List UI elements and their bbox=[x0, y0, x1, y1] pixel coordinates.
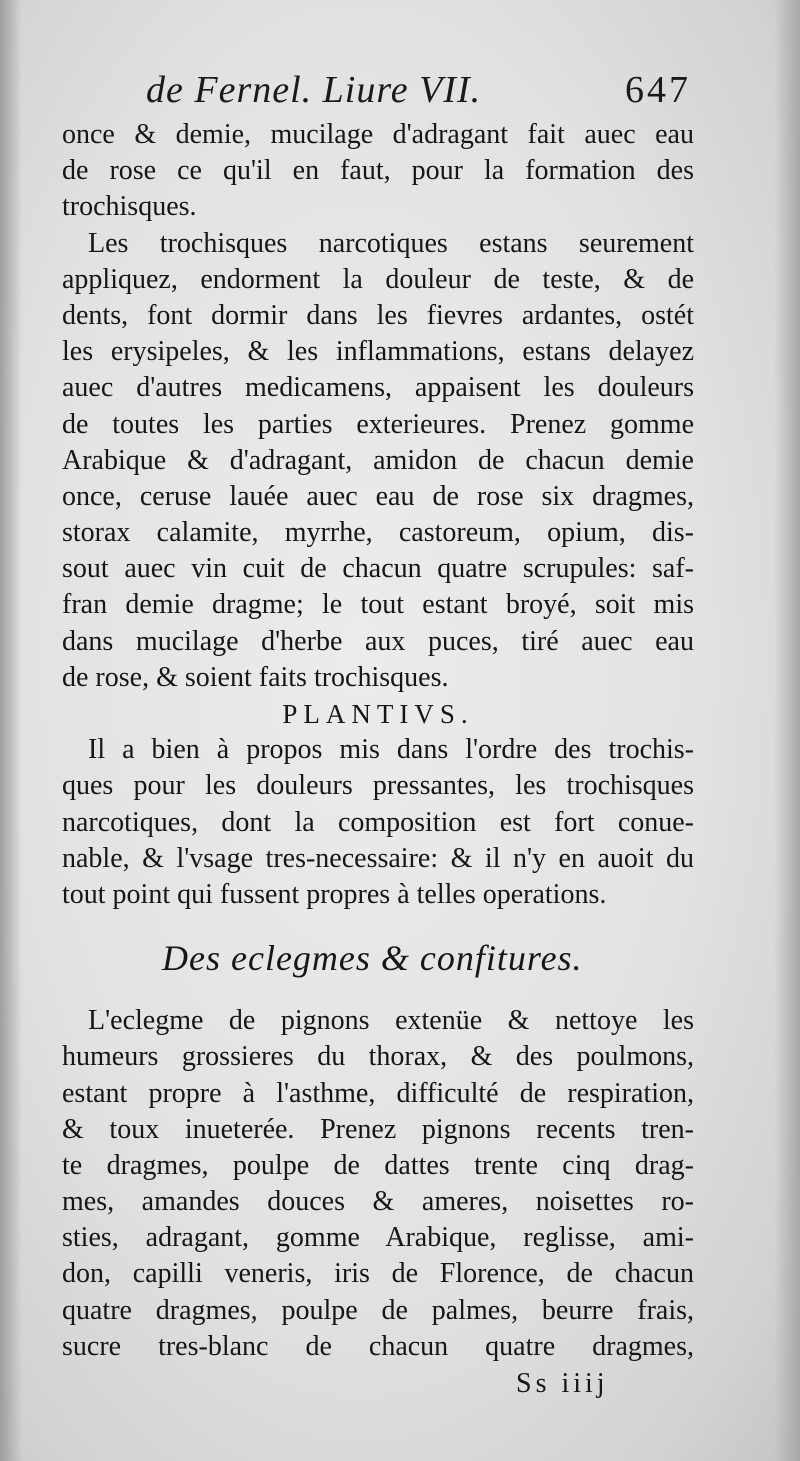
spacer bbox=[62, 913, 694, 929]
text-line: sties, adragant, gomme Arabique, reglisse, ami- bbox=[62, 1222, 694, 1254]
text-line: storax calamite, myrrhe, castoreum, opium, dis- bbox=[62, 517, 694, 549]
text-line: dans mucilage d'herbe aux puces, tiré auec eau bbox=[62, 625, 694, 657]
text-line: once & demie, mucilage d'adragant fait auec eau bbox=[62, 119, 694, 150]
text-line: quatre dragmes, poulpe de palmes, beurre frais, bbox=[62, 1294, 694, 1326]
text-line: Les trochisques narcotiques estans seurement bbox=[88, 227, 694, 259]
text-line: sucre tres-blanc de chacun quatre dragmes, bbox=[62, 1330, 694, 1362]
signature-mark: Ss iiij bbox=[516, 1368, 609, 1399]
text-line: de rose ce qu'il en faut, pour la formation des bbox=[62, 155, 694, 187]
text-line: ques pour les douleurs pressantes, les trochisques bbox=[62, 770, 694, 802]
text-line: & toux inueterée. Prenez pignons recents tren- bbox=[62, 1113, 694, 1145]
text-line: tout point qui fussent propres à telles operations. bbox=[62, 878, 607, 910]
spacer bbox=[62, 987, 694, 1003]
text-line: humeurs grossieres du thorax, & des poulmons, bbox=[62, 1041, 694, 1073]
text-line: te dragmes, poulpe de dattes trente cinq drag- bbox=[62, 1149, 694, 1181]
text-line: dents, font dormir dans les fievres ardantes, ostét bbox=[62, 299, 694, 331]
text-line: auec d'autres medicamens, appaisent les douleurs bbox=[62, 372, 694, 404]
text-line: estant propre à l'asthme, difficulté de respiration, bbox=[62, 1077, 694, 1109]
text-line: once, ceruse lauée auec eau de rose six dragmes, bbox=[62, 480, 694, 512]
text-line: mes, amandes douces & ameres, noisettes ro- bbox=[62, 1186, 694, 1218]
text-line: trochisques. bbox=[62, 191, 197, 223]
text-line: Il a bien à propos mis dans l'ordre des trochis- bbox=[88, 734, 694, 766]
text-line: sout auec vin cuit de chacun quatre scrupules: saf- bbox=[62, 553, 694, 585]
commentary-heading: PLANTIVS. bbox=[282, 699, 474, 729]
running-head-title: de Fernel. Liure VII. bbox=[146, 69, 482, 111]
section-title: Des eclegmes & confitures. bbox=[162, 938, 583, 979]
text-line: narcotiques, dont la composition est fort conue- bbox=[62, 806, 694, 838]
running-head bbox=[146, 68, 691, 116]
text-line: fran demie dragme; le tout estant broyé, soit mis bbox=[62, 589, 694, 621]
text-line: Arabique & d'adragant, amidon de chacun demie bbox=[62, 444, 694, 476]
text-line: appliquez, endorment la douleur de teste, & de bbox=[62, 263, 694, 295]
text-line: les erysipeles, & les inflammations, estans delayez bbox=[62, 336, 694, 368]
text-line: de toutes les parties exterieures. Prenez gomme bbox=[62, 408, 694, 440]
text-line: de rose, & soient faits trochisques. bbox=[62, 661, 449, 693]
text-line: nable, & l'vsage tres-necessaire: & il n'y en auoit du bbox=[62, 842, 694, 874]
text-line: don, capilli veneris, iris de Florence, de chacun bbox=[62, 1258, 694, 1290]
page-number: 647 bbox=[625, 69, 691, 111]
text-block bbox=[62, 117, 694, 1365]
text-line: L'eclegme de pignons extenüe & nettoye les bbox=[88, 1005, 694, 1037]
